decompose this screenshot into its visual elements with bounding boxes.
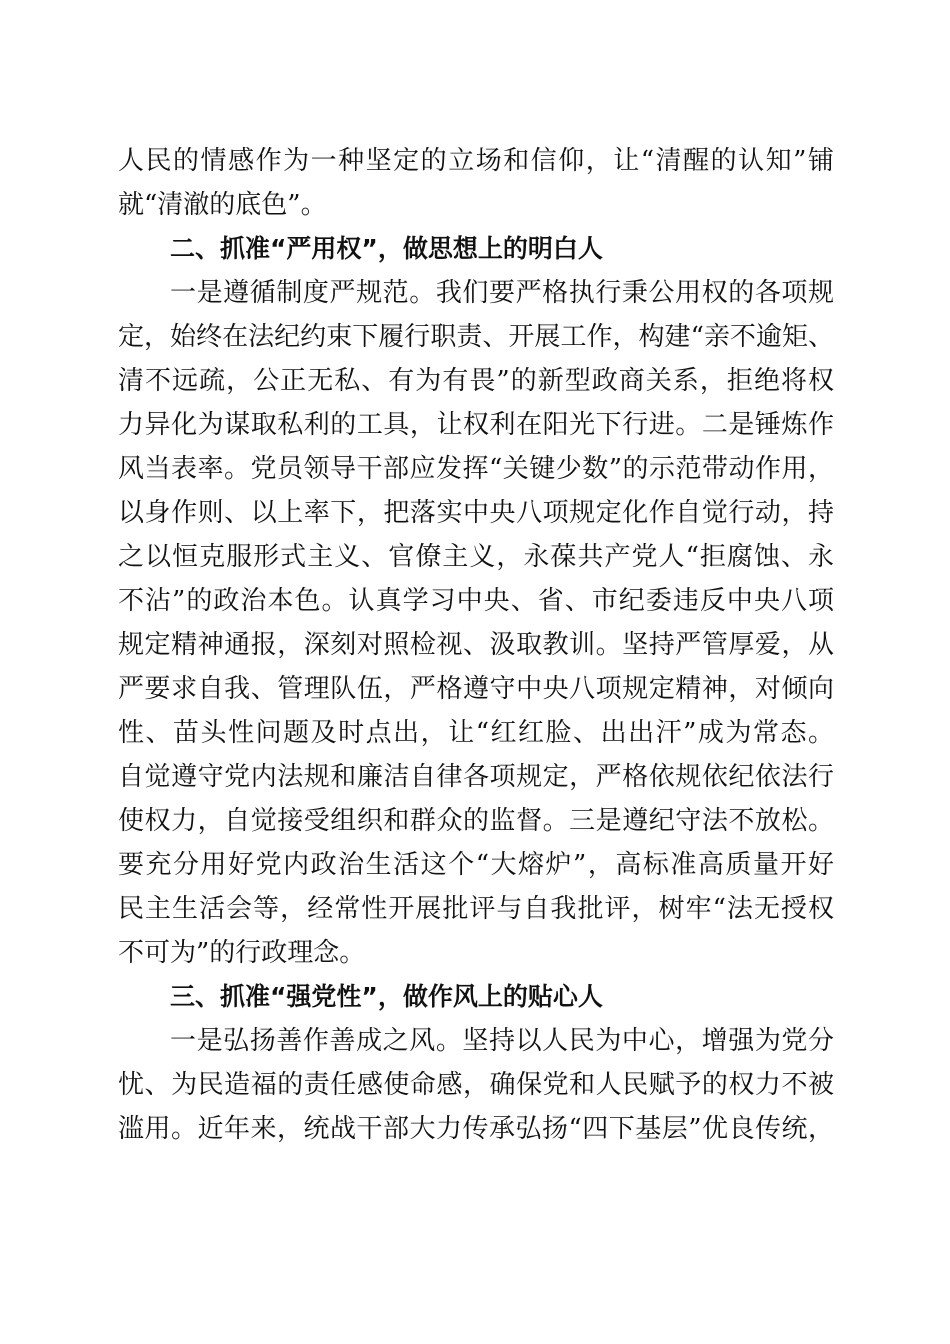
text-line: 之以恒克服形式主义、官僚主义，永葆共产党人“拒腐蚀、永 [118, 542, 834, 572]
text-line: 民主生活会等，经常性开展批评与自我批评，树牢“法无授权 [118, 894, 834, 924]
text-line: 自觉遵守党内法规和廉洁自律各项规定，严格依规依纪依法行 [118, 762, 834, 792]
text-line: 要充分用好党内政治生活这个“大熔炉”，高标准高质量开好 [118, 850, 834, 880]
text-line: 忧、为民造福的责任感使命感，确保党和人民赋予的权力不被 [118, 1070, 834, 1100]
text-line: 一是弘扬善作善成之风。坚持以人民为中心，增强为党分 [170, 1026, 834, 1056]
text-line: 风当表率。党员领导干部应发挥“关键少数”的示范带动作用， [118, 454, 834, 484]
text-line: 力异化为谋取私利的工具，让权利在阳光下行进。二是锤炼作 [118, 410, 834, 440]
text-line: 以身作则、以上率下，把落实中央八项规定化作自觉行动，持 [118, 498, 834, 528]
text-line: 不沾”的政治本色。认真学习中央、省、市纪委违反中央八项 [118, 586, 834, 616]
text-line: 就“清澈的底色”。 [118, 190, 327, 220]
section-3-heading: 三、抓准“强党性”，做作风上的贴心人 [170, 982, 603, 1011]
section-2-heading: 二、抓准“严用权”，做思想上的明白人 [170, 234, 603, 263]
text-line: 性、苗头性问题及时点出，让“红红脸、出出汗”成为常态。 [118, 718, 834, 748]
text-line: 定，始终在法纪约束下履行职责、开展工作，构建“亲不逾矩、 [118, 322, 834, 352]
text-line: 人民的情感作为一种坚定的立场和信仰，让“清醒的认知”铺 [118, 146, 834, 176]
text-line: 严要求自我、管理队伍，严格遵守中央八项规定精神，对倾向 [118, 674, 834, 704]
text-line: 一是遵循制度严规范。我们要严格执行秉公用权的各项规 [170, 278, 834, 308]
text-line: 滥用。近年来，统战干部大力传承弘扬“四下基层”优良传统， [118, 1114, 834, 1144]
section-3 [118, 975, 834, 1151]
section-2 [118, 227, 834, 975]
intro-paragraph-end [118, 139, 834, 227]
text-line: 清不远疏，公正无私、有为有畏”的新型政商关系，拒绝将权 [118, 366, 834, 396]
text-line: 使权力，自觉接受组织和群众的监督。三是遵纪守法不放松。 [118, 806, 834, 836]
text-line: 规定精神通报，深刻对照检视、汲取教训。坚持严管厚爱，从 [118, 630, 834, 660]
text-line: 不可为”的行政理念。 [118, 938, 366, 968]
